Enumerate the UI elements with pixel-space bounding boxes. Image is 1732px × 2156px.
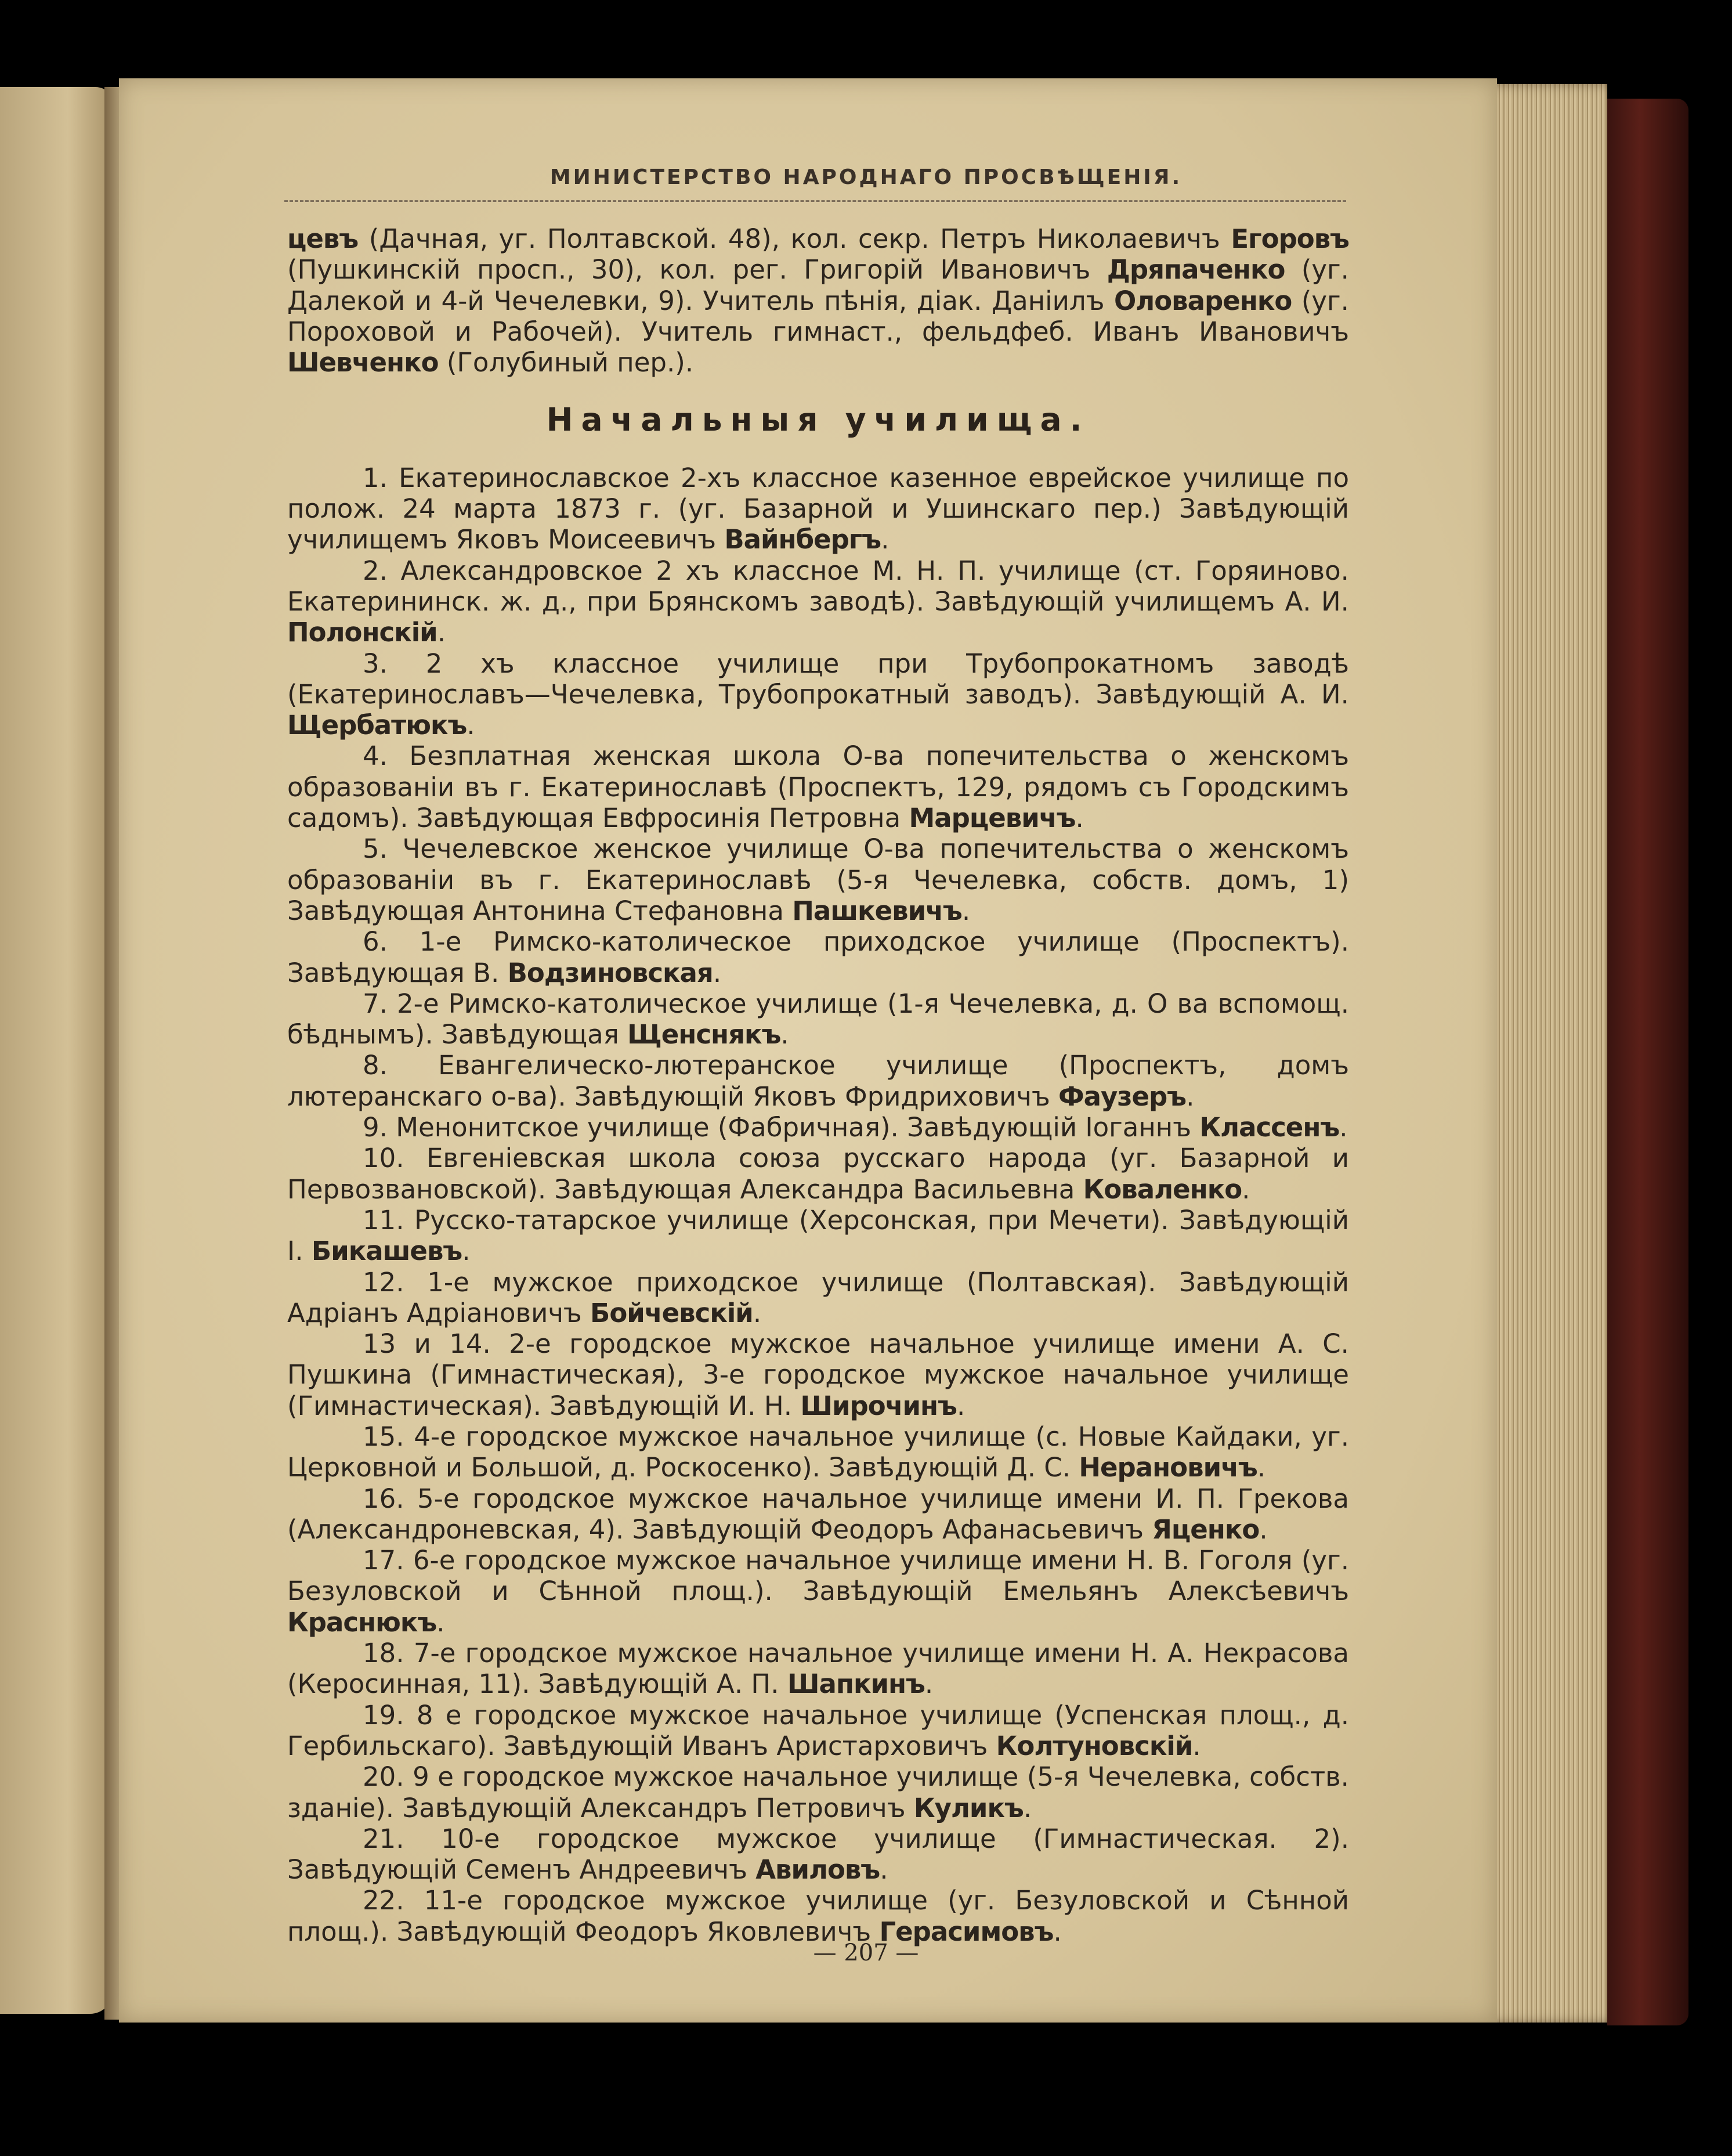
person-name: Шапкинъ [787,1669,925,1700]
person-name: цевъ [287,223,359,254]
person-name: Классенъ [1199,1112,1340,1143]
text-run: 9. Менонитское училище (Фабричная). Завѣдующій Іоганнъ [363,1112,1200,1143]
person-name: Краснюкъ [287,1606,437,1638]
person-name: Яценко [1152,1514,1260,1545]
text-run: . [1053,1916,1062,1947]
school-entry [287,463,1349,555]
text-run: (уг. Далекой и 4-й Чечелевки, 9). Учитель пѣнія, діак. Даніилъ [287,254,1349,316]
text-run: 18. 7-е городское мужское начальное училище имени Н. А. Некрасова (Керосинная, 11). Завѣдующій А. П. [287,1638,1349,1700]
text-run: 7. 2-е Римско-католическое училище (1-я Чечелевка, д. О ва вспомощ. бѣднымъ). Завѣдующая [287,988,1349,1050]
school-entry [287,1112,1349,1143]
person-name: Оловаренко [1114,285,1292,316]
text-run: . [1257,1452,1266,1483]
text-run: (уг. Пороховой и Рабочей). Учитель гимнаст., фельдфеб. Иванъ Ивановичъ [287,285,1349,347]
school-entry [287,988,1349,1050]
text-run: 17. 6-е городское мужское начальное училище имени Н. В. Гоголя (уг. Безуловской и Сѣнной площ.). Завѣдующій Емельянъ Алексѣевичъ [287,1545,1349,1607]
school-entry [287,1761,1349,1823]
text-run: (Дачная, уг. Полтавской. 48), кол. секр. Петръ Николаевичъ [358,223,1231,254]
person-name: Коваленко [1083,1173,1242,1205]
person-name: Щенснякъ [627,1019,781,1050]
left-page-edge [0,87,113,2014]
person-name: Полонскій [287,617,437,648]
section-title: Начальныя училища. [546,401,1090,439]
text-run: 15. 4-е городское мужское начальное училище (с. Новые Кайдаки, уг. Церковной и Большой, д. Роскосенко). Завѣдующій Д. С. [287,1421,1349,1483]
text-run: 5. Чечелевское женское училище О-ва попечительства о женскомъ образованіи въ г. Екатеринославѣ (5-я Чечелевка, собств. домъ, 1) Завѣдующая Антонина Стефановна [287,833,1349,926]
person-name: Фаузеръ [1058,1081,1187,1112]
book-cover [1607,99,1688,2025]
text-run: 8. Евангелическо-лютеранское училище (Проспектъ, домъ лютеранскаго о-ва). Завѣдующій Яковъ Фридриховичъ [287,1050,1349,1112]
text-run: . [1075,803,1084,834]
person-name: Водзиновская [507,957,713,988]
text-run: 13 и 14. 2-е городское мужское начальное училище имени А. С. Пушкина (Гимнастическая), 3-е городское мужское начальное училище (Гимнастическая). Завѣдующій И. Н. [287,1328,1349,1421]
school-entry [287,1638,1349,1700]
text-run: . [753,1297,762,1328]
school-entry [287,1143,1349,1205]
text-run: . [436,1606,445,1638]
person-name: Бойчевскій [590,1297,753,1328]
text-run: . [437,617,446,648]
school-entry [287,741,1349,833]
text-run: . [462,1236,471,1267]
text-run: (Пушкинскій просп., 30), кол. рег. Григорій Ивановичъ [287,254,1107,286]
person-name: Бикашевъ [311,1236,462,1267]
text-run: . [961,895,971,926]
text-run: 1. Екатеринославское 2-хъ классное казенное еврейское училище по полож. 24 марта 1873 г. (уг. Базарной и Ушинскаго пер.) Завѣдующій училищемъ Яковъ Моисеевичъ [287,462,1349,555]
school-entry [287,1421,1349,1483]
text-run: . [924,1669,934,1700]
intro-paragraph [287,223,1349,378]
person-name: Егоровъ [1231,223,1349,254]
text-run: . [1186,1081,1195,1112]
text-run: 21. 10-е городское мужское училище (Гимнастическая. 2). Завѣдующій Семенъ Андреевичъ [287,1823,1349,1886]
person-name: Шевченко [287,347,439,378]
school-entry [287,926,1349,988]
text-run: . [880,1854,888,1886]
text-run: . [881,524,889,555]
person-name: Вайнбергъ [724,524,881,555]
person-name: Марцевичъ [909,803,1076,834]
person-name: Нерановичъ [1079,1452,1257,1483]
text-run: . [1242,1173,1250,1205]
school-entry [287,1885,1349,1947]
text-run: 3. 2 хъ классное училище при Трубопрокатномъ заводѣ (Екатеринославъ—Чечелевка, Трубопрокатный заводъ). Завѣдующій А. И. [287,648,1349,710]
text-run: . [1339,1112,1348,1143]
person-name: Герасимовъ [879,1916,1054,1947]
text-run: . [1023,1792,1032,1823]
text-run: . [956,1390,966,1421]
text-run: 10. Евгеніевская школа союза русскаго народа (уг. Базарной и Первозвановской). Завѣдующая Александра Васильевна [287,1143,1349,1205]
text-run: 6. 1-е Римско-католическое приходское училище (Проспектъ). Завѣдующая В. [287,926,1349,988]
text-run: . [780,1019,789,1050]
person-name: Авиловъ [755,1854,880,1886]
text-run: 2. Александровское 2 хъ классное М. Н. П. училище (ст. Горяиново. Екатерининск. ж. д., при Брянскомъ заводѣ). Завѣдующій училищемъ А. И. [287,555,1349,617]
school-entry [287,555,1349,648]
school-entry [287,1050,1349,1112]
person-name: Куликъ [913,1792,1024,1823]
person-name: Пашкевичъ [792,895,962,926]
text-run: 20. 9 е городское мужское начальное училище (5-я Чечелевка, собств. зданіе). Завѣдующій Александръ Петровичъ [287,1761,1349,1823]
school-entry [287,1545,1349,1638]
school-entry [287,1483,1349,1545]
header-rule [284,200,1346,202]
school-list [287,463,1349,1947]
text-run: . [713,957,722,988]
text-run: . [467,710,475,741]
person-name: Широчинъ [800,1390,957,1421]
text-run: 16. 5-е городское мужское начальное училище имени И. П. Грекова (Александроневская, 4). Завѣдующій Феодоръ Афанасьевичъ [287,1483,1349,1545]
text-run: (Голубиный пер.). [438,347,694,378]
page-body [287,223,1349,1947]
school-entry [287,1205,1349,1267]
text-run: 4. Безплатная женская школа О-ва попечительства о женскомъ образованіи въ г. Екатеринославѣ (Проспектъ, 129, рядомъ съ Городскимъ садомъ). Завѣдующая Евфросинія Петровна [287,741,1349,834]
school-entry [287,1823,1349,1886]
school-entry [287,1700,1349,1762]
person-name: Дряпаченко [1107,254,1285,286]
school-entry [287,833,1349,926]
page-number: — 207 — [813,1940,919,1966]
text-run: 11. Русско-татарское училище (Херсонская, при Мечети). Завѣдующій І. [287,1204,1349,1267]
school-entry [287,1267,1349,1329]
text-run: 19. 8 е городское мужское начальное училище (Успенская площ., д. Гербильскаго). Завѣдующій Иванъ Аристарховичъ [287,1699,1349,1761]
text-run: . [1192,1730,1201,1761]
text-run: 12. 1-е мужское приходское училище (Полтавская). Завѣдующій Адріанъ Адріановичъ [287,1266,1349,1328]
text-run: . [1259,1514,1268,1545]
person-name: Колтуновскій [996,1730,1193,1761]
running-header: МИНИСТЕРСТВО НАРОДНАГО ПРОСВѢЩЕНІЯ. [549,165,1183,189]
school-entry [287,648,1349,741]
text-run: 22. 11-е городское мужское училище (уг. Безуловской и Сѣнной площ.). Завѣдующій Феодоръ Яковлевичъ [287,1885,1349,1947]
school-entry [287,1328,1349,1421]
person-name: Щербатюкъ [287,710,467,741]
